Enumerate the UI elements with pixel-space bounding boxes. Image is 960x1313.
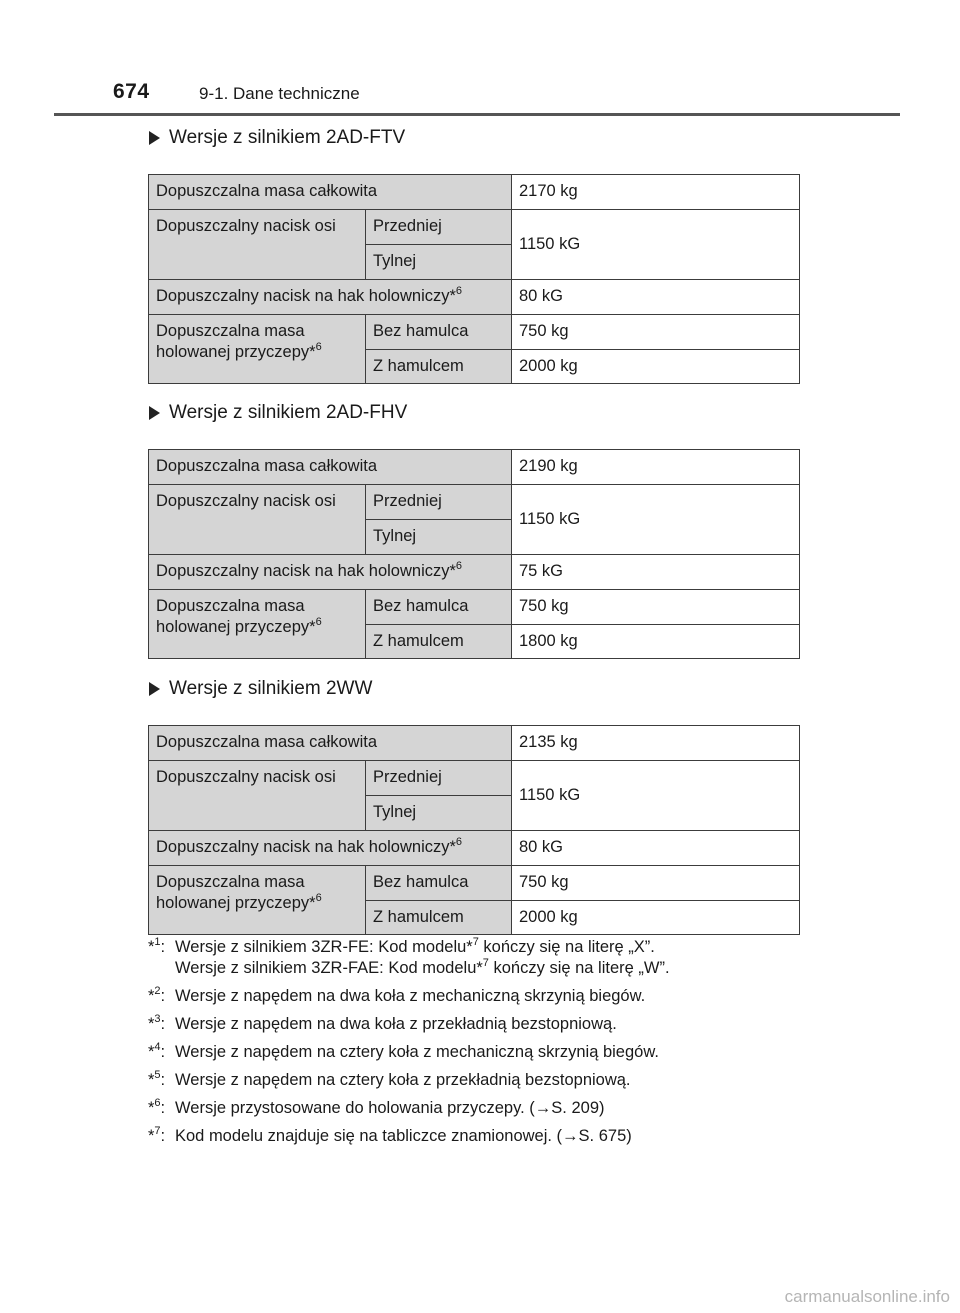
footnote-text: Wersje z napędem na cztery koła z mechaniczną skrzynią biegów. — [175, 1043, 659, 1061]
section-heading — [148, 123, 800, 153]
hitch-load-label — [149, 555, 512, 590]
header-divider — [54, 113, 900, 116]
footnote-ref: 6 — [455, 560, 463, 572]
triangle-bullet-icon — [149, 131, 160, 145]
footnote-6 — [148, 1098, 848, 1119]
separator: : — [160, 1127, 166, 1145]
section-heading — [148, 674, 800, 704]
footnote-mark — [148, 937, 165, 958]
footnote-number: 2 — [154, 985, 161, 997]
total-mass-label — [149, 450, 512, 485]
footnote-line — [175, 958, 848, 979]
footnote-4 — [148, 1042, 848, 1063]
braked-value: 1800 kg — [512, 625, 800, 659]
hitch-load-value: 80 kG — [512, 280, 800, 315]
footnote-ref: 6 — [315, 892, 322, 904]
hitch-load-label — [149, 280, 512, 315]
axle-front-label: Przedniej — [366, 210, 512, 245]
footnote-text: Wersje z silnikiem 3ZR-FAE: Kod modelu* — [175, 959, 483, 977]
total-mass-label — [149, 726, 512, 761]
footnote-text: kończy się na literę „W”. — [488, 959, 670, 977]
total-mass-value: 2190 kg — [512, 450, 800, 485]
asterisk: * — [148, 1127, 155, 1145]
footnote-number: 3 — [154, 1013, 161, 1025]
footnote-1 — [148, 937, 848, 979]
axle-load-value: 1150 kG — [512, 761, 800, 831]
spec-section-2ww — [148, 674, 800, 935]
axle-rear-label: Tylnej — [366, 520, 512, 555]
asterisk: * — [148, 1071, 155, 1089]
braked-value: 2000 kg — [512, 901, 800, 935]
watermark: carmanualsonline.info — [784, 1287, 950, 1306]
separator: : — [160, 938, 166, 956]
footnote-mark — [148, 1098, 165, 1119]
spec-section-2ad-ftv — [148, 123, 800, 384]
asterisk: * — [148, 1099, 155, 1117]
footnote-text: Kod modelu znajduje się na tabliczce znamionowej. (→S. 675) — [175, 1127, 632, 1145]
section-heading — [148, 398, 800, 428]
unbraked-label: Bez hamulca — [366, 590, 512, 625]
trailer-mass-label-text: Dopuszczalna masa holowanej przyczepy* — [156, 873, 316, 912]
trailer-mass-label — [149, 866, 366, 935]
footnote-2 — [148, 986, 848, 1007]
unbraked-label: Bez hamulca — [366, 866, 512, 901]
hitch-load-value: 75 kG — [512, 555, 800, 590]
axle-load-value: 1150 kG — [512, 485, 800, 555]
unbraked-value: 750 kg — [512, 315, 800, 350]
page-number: 674 — [113, 80, 150, 103]
braked-value: 2000 kg — [512, 350, 800, 384]
page-header — [0, 0, 960, 116]
section-heading-text: Wersje z silnikiem 2AD-FHV — [169, 402, 408, 423]
footnote-text: Wersje z napędem na dwa koła z przekładnią bezstopniową. — [175, 1015, 617, 1033]
unbraked-value: 750 kg — [512, 590, 800, 625]
footnote-ref: 6 — [315, 341, 322, 353]
total-mass-label-text: Dopuszczalna masa całkowita — [156, 733, 378, 751]
footnote-ref: 7 — [472, 936, 479, 948]
footnote-number: 5 — [154, 1069, 161, 1081]
footnote-ref: 6 — [315, 616, 322, 628]
spec-table — [148, 174, 800, 384]
footnote-number: 6 — [154, 1097, 161, 1109]
section-heading-text: Wersje z silnikiem 2AD-FTV — [169, 127, 406, 148]
separator: : — [160, 1043, 166, 1061]
trailer-mass-label — [149, 315, 366, 384]
footnote-mark — [148, 986, 165, 1007]
footnote-mark — [148, 1126, 165, 1147]
triangle-bullet-icon — [149, 682, 160, 696]
hitch-load-label-text: Dopuszczalny nacisk na hak holowniczy* — [156, 838, 456, 856]
footnote-number: 1 — [154, 936, 161, 948]
asterisk: * — [148, 938, 155, 956]
spec-section-2ad-fhv — [148, 398, 800, 659]
trailer-mass-label-text: Dopuszczalna masa holowanej przyczepy* — [156, 322, 316, 361]
hitch-load-label-text: Dopuszczalny nacisk na hak holowniczy* — [156, 287, 456, 305]
trailer-mass-label-text: Dopuszczalna masa holowanej przyczepy* — [156, 597, 316, 636]
braked-label: Z hamulcem — [366, 625, 512, 659]
footnote-text: Wersje z napędem na cztery koła z przekładnią bezstopniową. — [175, 1071, 631, 1089]
braked-label: Z hamulcem — [366, 901, 512, 935]
spec-table — [148, 449, 800, 659]
total-mass-label-text: Dopuszczalna masa całkowita — [156, 182, 378, 200]
asterisk: * — [148, 987, 155, 1005]
axle-load-value: 1150 kG — [512, 210, 800, 280]
separator: : — [160, 987, 166, 1005]
footnote-line — [175, 937, 848, 958]
footnotes — [148, 937, 848, 1154]
footnote-ref: 7 — [482, 957, 489, 969]
axle-front-label: Przedniej — [366, 761, 512, 796]
trailer-mass-label — [149, 590, 366, 659]
axle-front-label: Przedniej — [366, 485, 512, 520]
section-heading-text: Wersje z silnikiem 2WW — [169, 678, 373, 699]
asterisk: * — [148, 1015, 155, 1033]
footnote-mark — [148, 1042, 165, 1063]
footnote-5 — [148, 1070, 848, 1091]
total-mass-value: 2170 kg — [512, 175, 800, 210]
footnote-text: Wersje z silnikiem 3ZR-FE: Kod modelu* — [175, 938, 473, 956]
footnote-3 — [148, 1014, 848, 1035]
spec-table — [148, 725, 800, 935]
total-mass-label-text: Dopuszczalna masa całkowita — [156, 457, 378, 475]
unbraked-label: Bez hamulca — [366, 315, 512, 350]
hitch-load-label-text: Dopuszczalny nacisk na hak holowniczy* — [156, 562, 456, 580]
hitch-load-label — [149, 831, 512, 866]
footnote-text: Wersje przystosowane do holowania przyczepy. (→S. 209) — [175, 1099, 605, 1117]
axle-load-label: Dopuszczalny nacisk osi — [149, 485, 366, 555]
separator: : — [160, 1071, 166, 1089]
axle-load-label: Dopuszczalny nacisk osi — [149, 210, 366, 280]
separator: : — [160, 1015, 166, 1033]
footnote-text: kończy się na literę „X”. — [478, 938, 655, 956]
separator: : — [160, 1099, 166, 1117]
hitch-load-value: 80 kG — [512, 831, 800, 866]
section-title: 9-1. Dane techniczne — [199, 84, 360, 103]
footnote-7 — [148, 1126, 848, 1147]
braked-label: Z hamulcem — [366, 350, 512, 384]
unbraked-value: 750 kg — [512, 866, 800, 901]
footnote-ref: 6 — [455, 836, 463, 848]
footnote-text: Wersje z napędem na dwa koła z mechaniczną skrzynią biegów. — [175, 987, 646, 1005]
footnote-number: 7 — [154, 1125, 161, 1137]
asterisk: * — [148, 1043, 155, 1061]
total-mass-label — [149, 175, 512, 210]
axle-rear-label: Tylnej — [366, 796, 512, 831]
footnote-number: 4 — [154, 1041, 161, 1053]
axle-rear-label: Tylnej — [366, 245, 512, 280]
footnote-mark — [148, 1014, 165, 1035]
total-mass-value: 2135 kg — [512, 726, 800, 761]
axle-load-label: Dopuszczalny nacisk osi — [149, 761, 366, 831]
footnote-mark — [148, 1070, 165, 1091]
triangle-bullet-icon — [149, 406, 160, 420]
footnote-ref: 6 — [455, 285, 463, 297]
